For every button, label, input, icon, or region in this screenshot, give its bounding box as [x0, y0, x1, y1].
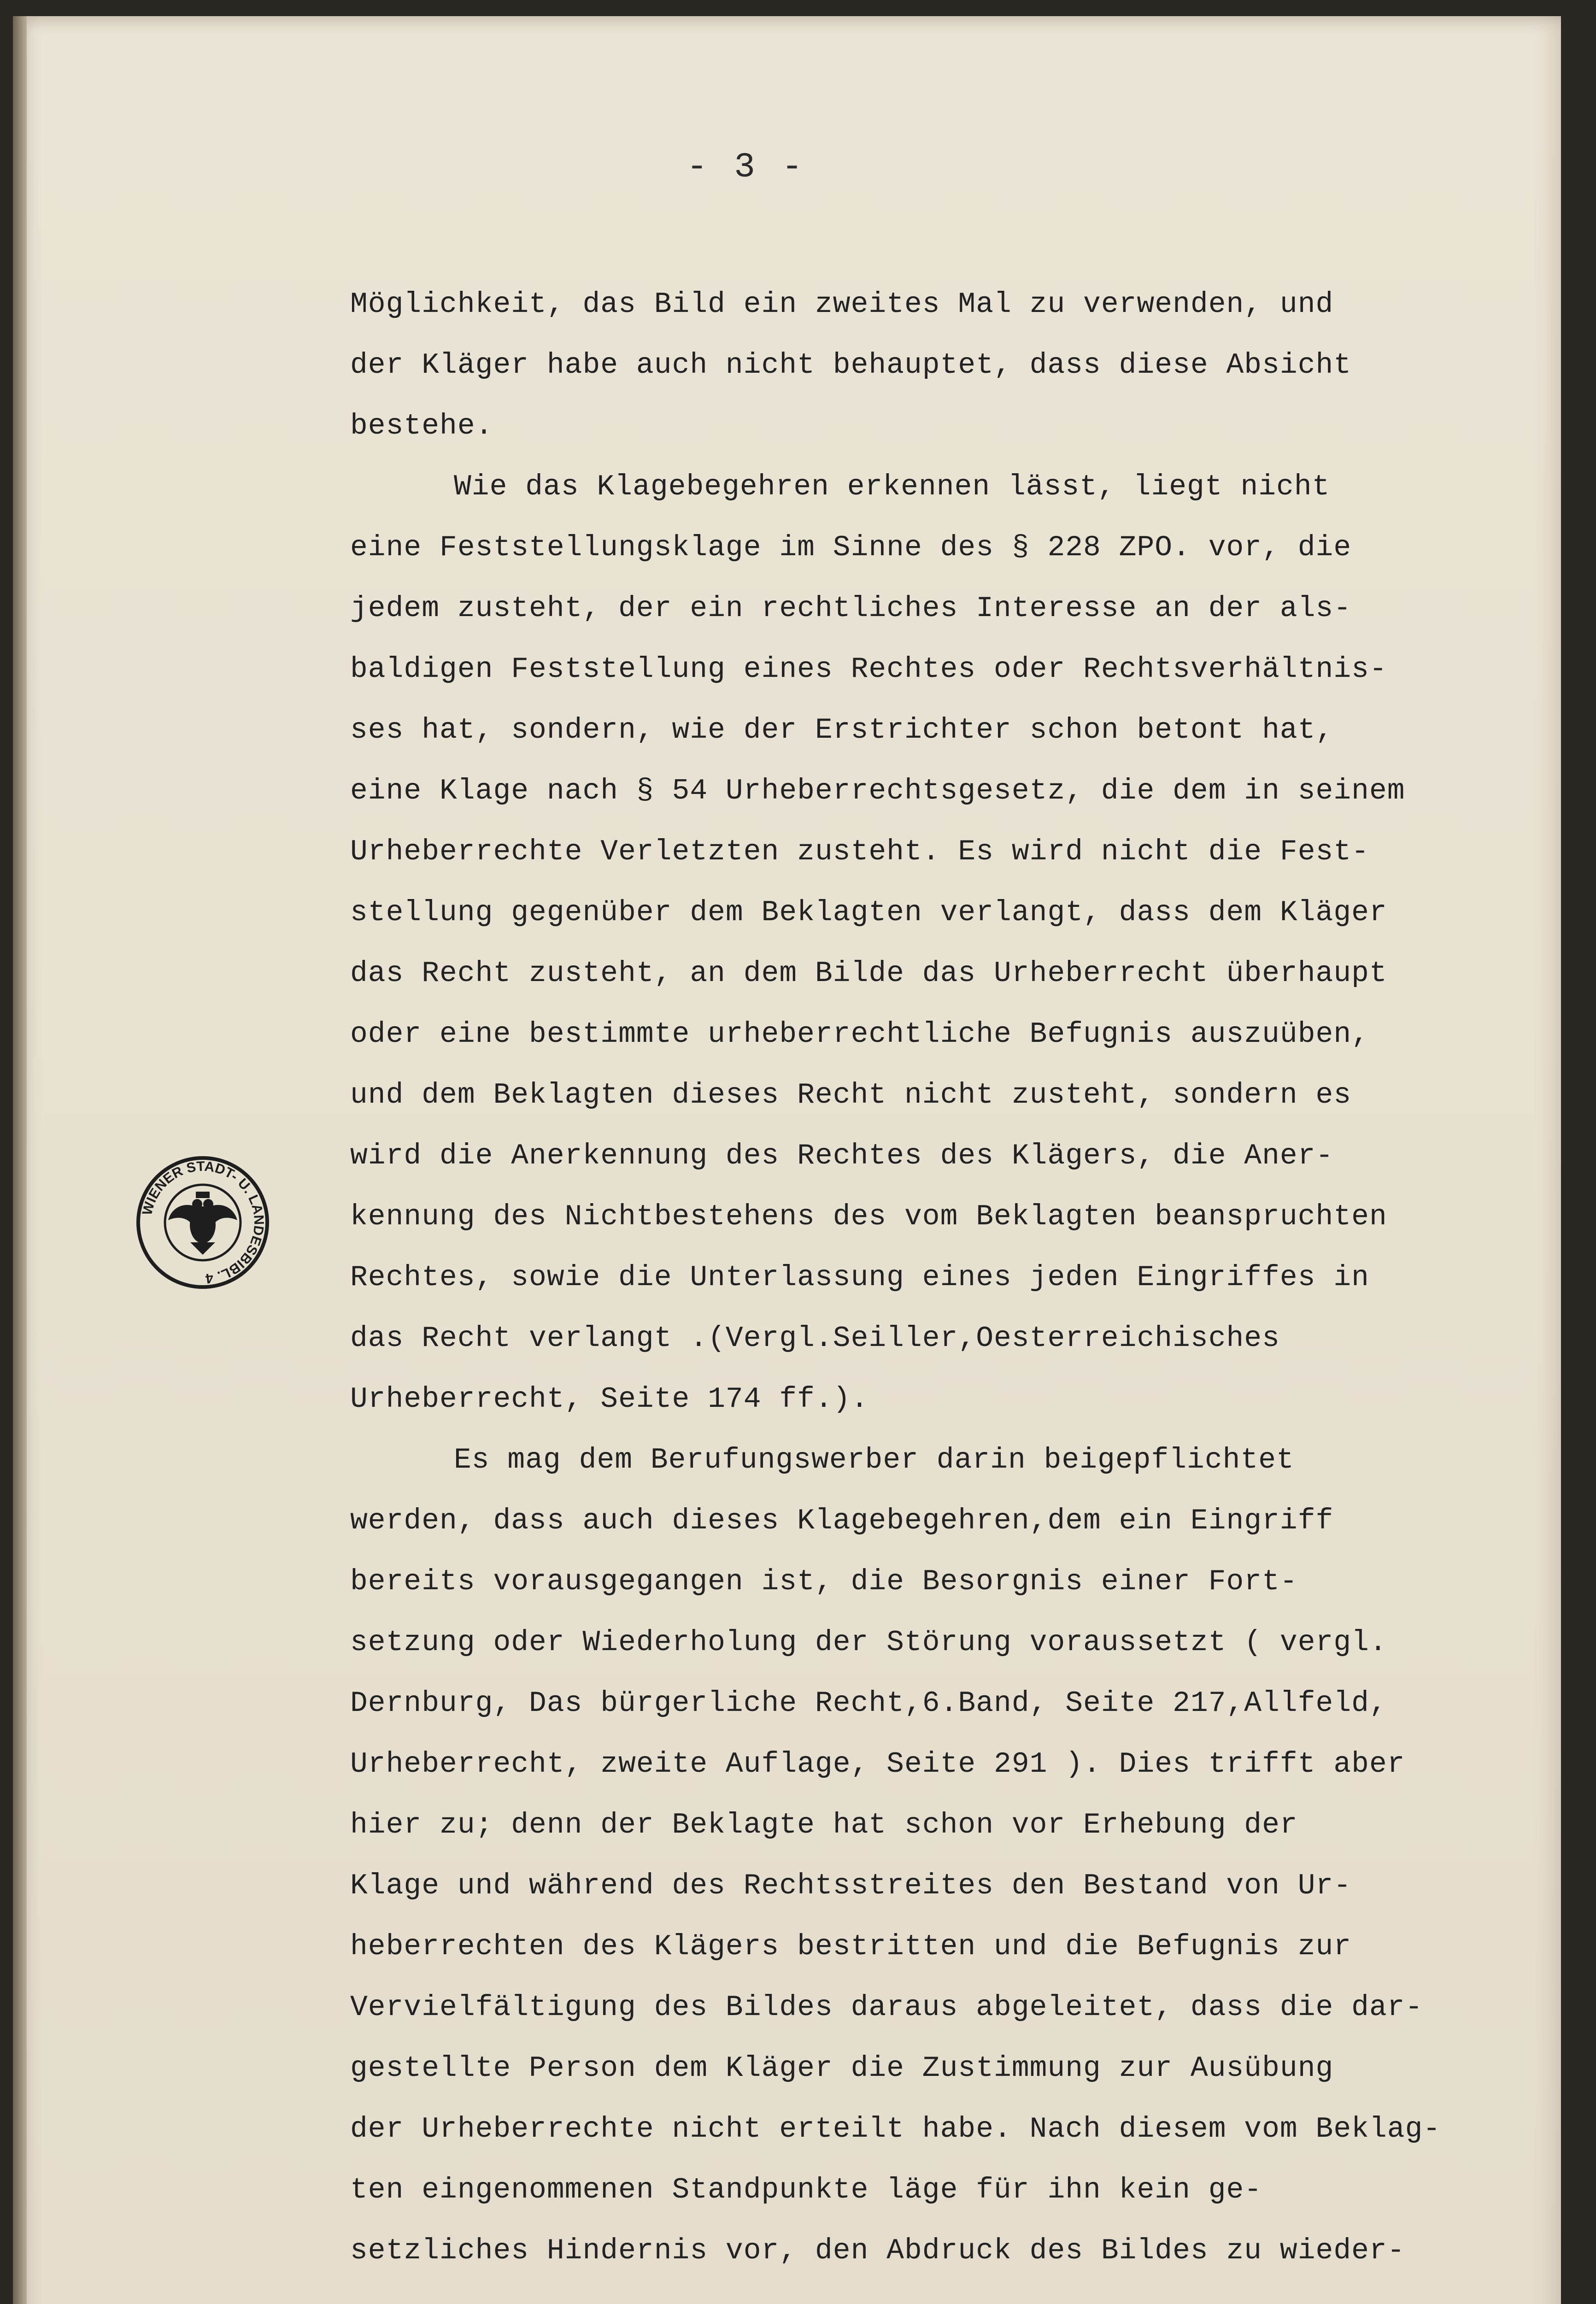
text-line: werden, dass auch dieses Klagebegehren,dem ein Eingriff — [350, 1505, 1334, 1537]
text-line: wird die Anerkennung des Rechtes des Klägers, die Aner- — [350, 1140, 1334, 1172]
text-line: gestellte Person dem Kläger die Zustimmung zur Ausübung — [350, 2052, 1334, 2085]
page-number: - 3 - — [687, 147, 806, 187]
stamp-lettering: WIENER STADT- U. LANDESBIBL. 4 — [139, 1158, 267, 1287]
text-line: Urheberrechte Verletzten zusteht. Es wird nicht die Fest- — [350, 835, 1369, 868]
text-line: der Urheberrechte nicht erteilt habe. Nach diesem vom Beklag- — [350, 2113, 1441, 2145]
text-line: Vervielfältigung des Bildes daraus abgeleitet, dass die dar- — [350, 1991, 1423, 2024]
text-line: Urheberrecht, zweite Auflage, Seite 291 ). Dies trifft aber — [350, 1748, 1405, 1781]
text-line: Rechtes, sowie die Unterlassung eines jeden Eingriffes in — [350, 1261, 1369, 1294]
text-line: heberrechten des Klägers bestritten und die Befugnis zur — [350, 1930, 1352, 1963]
library-stamp — [136, 1156, 270, 1289]
text-line: stellung gegenüber dem Beklagten verlangt, dass dem Kläger — [350, 896, 1387, 929]
text-line: der Kläger habe auch nicht behauptet, dass diese Absicht — [350, 349, 1352, 382]
text-line: hier zu; denn der Beklagte hat schon vor Erhebung der — [350, 1809, 1298, 1841]
text-line: Klage und während des Rechtsstreites den Bestand von Ur- — [350, 1869, 1352, 1902]
text-line: setzliches Hindernis vor, den Abdruck des Bildes zu wieder- — [350, 2234, 1405, 2267]
paragraph-2 — [350, 457, 1465, 1430]
typed-text-body — [350, 274, 1465, 2281]
text-line: eine Feststellungsklage im Sinne des § 228 ZPO. vor, die — [350, 531, 1352, 564]
text-line: eine Klage nach § 54 Urheberrechtsgesetz, die dem in seinem — [350, 775, 1405, 807]
text-line: Urheberrecht, Seite 174 ff.). — [350, 1383, 869, 1416]
text-line: kennung des Nichtbestehens des vom Beklagten beanspruchten — [350, 1200, 1387, 1233]
paragraph-3 — [350, 1430, 1465, 2281]
text-line: Möglichkeit, das Bild ein zweites Mal zu verwenden, und — [350, 288, 1334, 321]
eagle-emblem-icon — [168, 1192, 237, 1255]
text-line: das Recht verlangt .(Vergl.Seiller,Oesterreichisches — [350, 1322, 1280, 1355]
text-line: jedem zusteht, der ein rechtliches Interesse an der als- — [350, 592, 1352, 625]
text-line: das Recht zusteht, an dem Bilde das Urheberrecht überhaupt — [350, 957, 1387, 990]
text-line: und dem Beklagten dieses Recht nicht zusteht, sondern es — [350, 1079, 1352, 1111]
text-line: Wie das Klagebegehren erkennen lässt, liegt nicht — [454, 470, 1330, 503]
text-line: oder eine bestimmte urheberrechtliche Befugnis auszuüben, — [350, 1018, 1369, 1051]
text-line: setzung oder Wiederholung der Störung voraussetzt ( vergl. — [350, 1626, 1387, 1659]
text-line: bereits vorausgegangen ist, die Besorgnis einer Fort- — [350, 1565, 1298, 1598]
text-line: Es mag dem Berufungswerber darin beigepflichtet — [454, 1444, 1294, 1476]
text-line: bestehe. — [350, 410, 493, 442]
text-line: baldigen Feststellung eines Rechtes oder Rechtsverhältnis- — [350, 653, 1387, 686]
text-line: ten eingenommenen Standpunkte läge für ihn kein ge- — [350, 2174, 1262, 2206]
page-binding-edge — [13, 16, 27, 2304]
text-line: ses hat, sondern, wie der Erstrichter schon betont hat, — [350, 714, 1334, 746]
text-line: Dernburg, Das bürgerliche Recht,6.Band, Seite 217,Allfeld, — [350, 1687, 1387, 1720]
paragraph-1 — [350, 274, 1465, 457]
